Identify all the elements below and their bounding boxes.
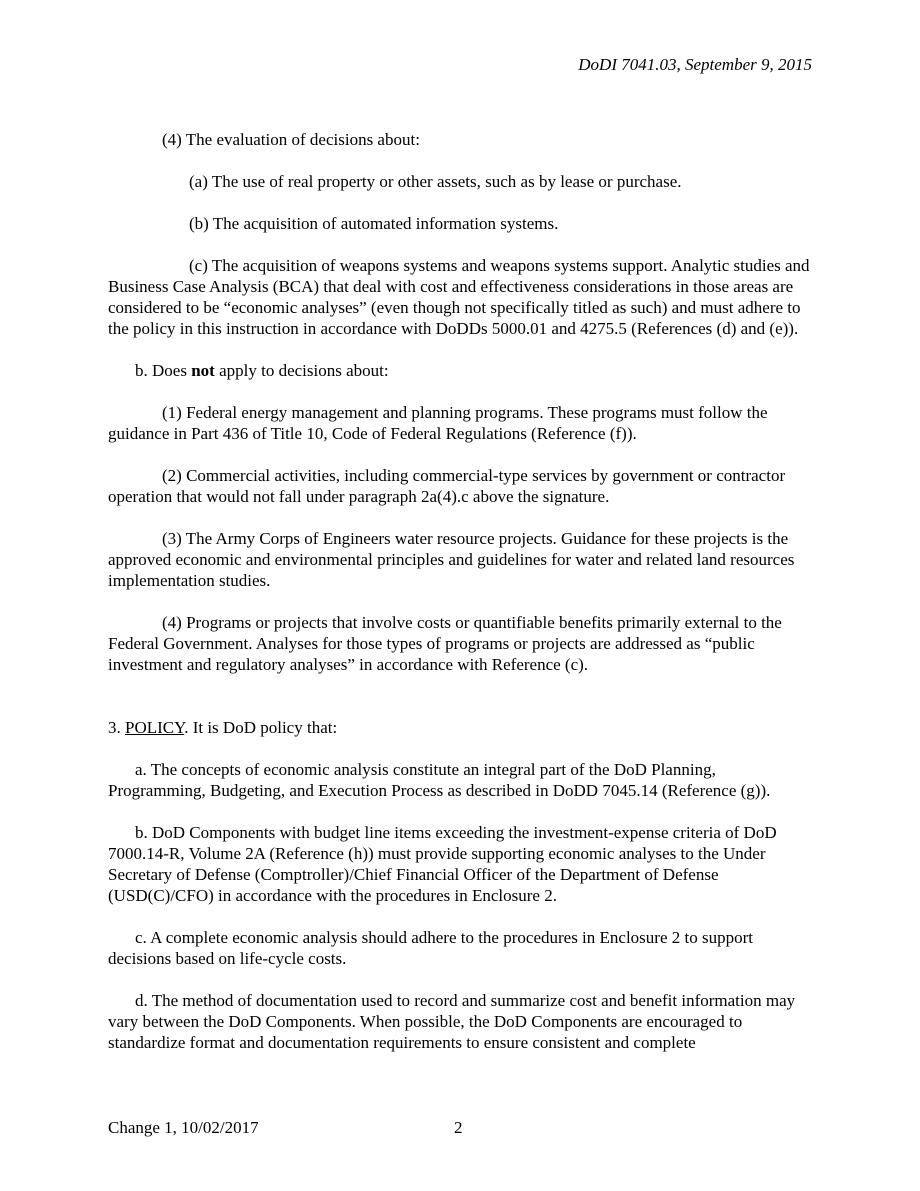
paragraph-a4a: (a) The use of real property or other assets, such as by lease or purchase. (189, 172, 682, 191)
paragraph-a4: (4) The evaluation of decisions about: (162, 130, 420, 149)
paragraph-b3: (3) The Army Corps of Engineers water resource projects. Guidance for these projects is the approved economic and environmental principles and guidelines for water and related land resources implementation studies. (108, 529, 795, 590)
paragraph-b (108, 360, 814, 381)
section-3-number: 3. (108, 718, 125, 737)
page-number: 2 (454, 1118, 463, 1137)
paragraph-b-suffix: apply to decisions about: (214, 361, 389, 380)
document-header: DoDI 7041.03, September 9, 2015 (578, 55, 812, 74)
section-3-title: POLICY (125, 718, 185, 737)
paragraph-b-prefix: b. Does (135, 361, 192, 380)
paragraph-a4c: (c) The acquisition of weapons systems and weapons systems support. Analytic studies and Business Case Analysis (BCA) that deal with cost and effectiveness considerations in those areas are considered to be “economic analyses” (even though not specifically titled as such) and must adhere to the policy in this instruction in accordance with DoDDs 5000.01 and 4275.5 (References (d) and (e)). (108, 256, 810, 338)
policy-b: b. DoD Components with budget line items exceeding the investment-expense criteria of DoD 7000.14-R, Volume 2A (Reference (h)) must provide supporting economic analyses to the Under Secretary of Defense (Comptroller)/Chief Financial Officer of the Department of Defense (USD(C)/CFO) in accordance with the procedures in Enclosure 2. (108, 823, 777, 905)
paragraph-b4: (4) Programs or projects that involve costs or quantifiable benefits primarily external to the Federal Government. Analyses for those types of programs or projects are addressed as “public investment and regulatory analyses” in accordance with Reference (c). (108, 613, 782, 674)
policy-a: a. The concepts of economic analysis constitute an integral part of the DoD Planning, Programming, Budgeting, and Execution Process as described in DoDD 7045.14 (Reference (g)). (108, 760, 771, 800)
paragraph-b-emphasis: not (191, 361, 215, 380)
paragraph-b1: (1) Federal energy management and planning programs. These programs must follow the guidance in Part 436 of Title 10, Code of Federal Regulations (Reference (f)). (108, 403, 768, 443)
policy-d: d. The method of documentation used to record and summarize cost and benefit information may vary between the DoD Components. When possible, the DoD Components are encouraged to standardize format and documentation requirements to ensure consistent and complete (108, 991, 796, 1052)
footer-change: Change 1, 10/02/2017 (108, 1118, 259, 1137)
section-3-intro: . It is DoD policy that: (184, 718, 338, 737)
policy-c: c. A complete economic analysis should adhere to the procedures in Enclosure 2 to support decisions based on life-cycle costs. (108, 928, 753, 968)
paragraph-b2: (2) Commercial activities, including commercial-type services by government or contractor operation that would not fall under paragraph 2a(4).c above the signature. (108, 466, 786, 506)
section-3-heading (108, 717, 814, 738)
document-body (108, 129, 814, 1074)
paragraph-a4b: (b) The acquisition of automated information systems. (189, 214, 559, 233)
